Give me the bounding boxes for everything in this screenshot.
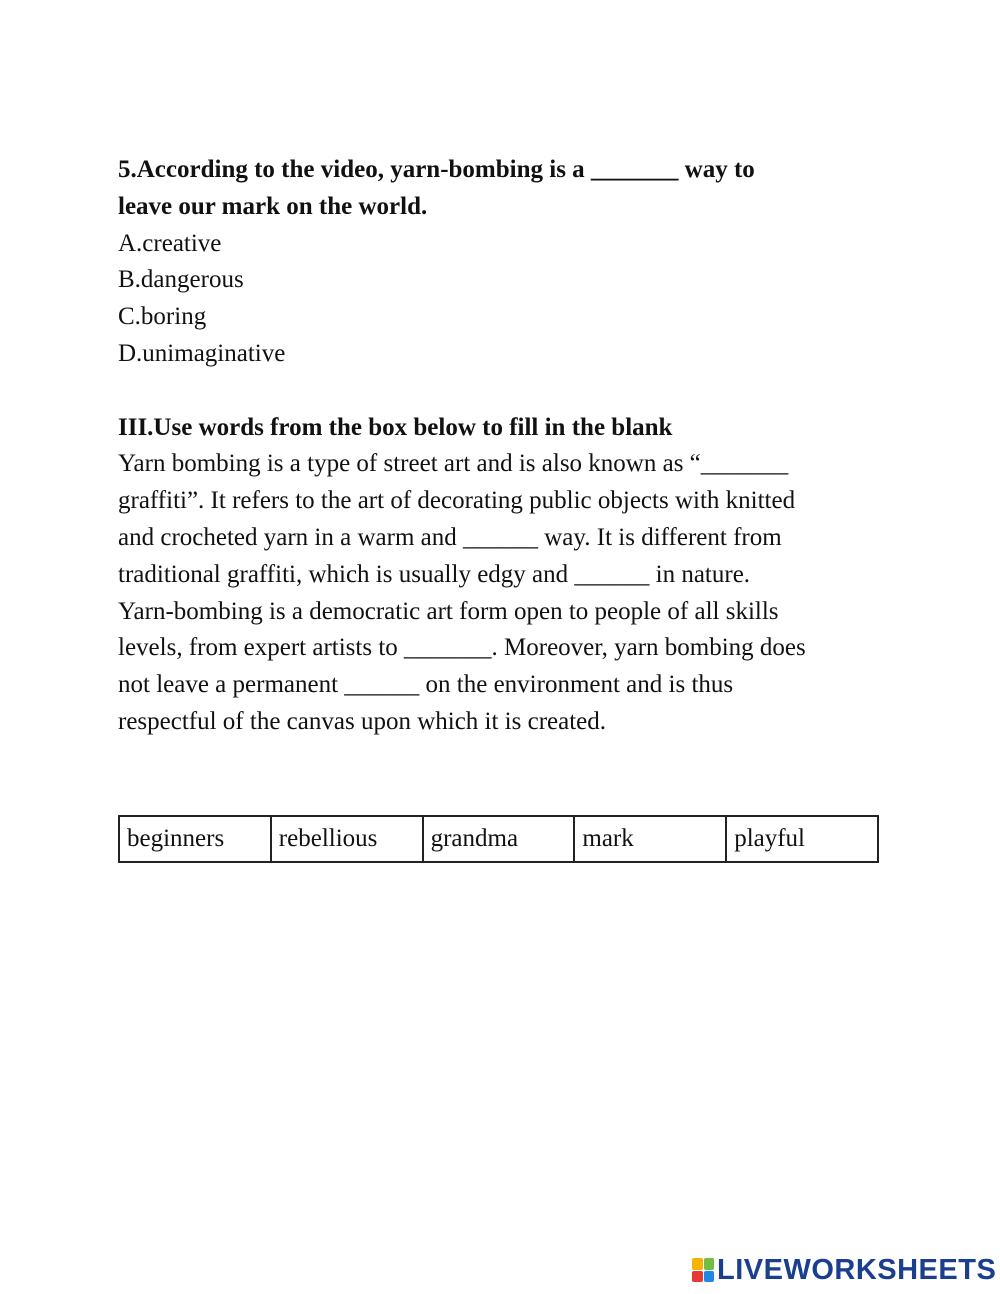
logo-block: [704, 1271, 715, 1283]
word-box-cell: mark: [574, 816, 726, 862]
word-box-row: [119, 816, 878, 862]
worksheet-content: [118, 152, 898, 741]
logo-blocks-icon: [692, 1258, 714, 1282]
passage-line: not leave a permanent ______ on the environment and is thus: [118, 671, 734, 699]
passage-line: and crocheted yarn in a warm and ______ way. It is different from: [118, 523, 782, 551]
liveworksheets-logo: [692, 1256, 996, 1284]
section-3-heading: III.Use words from the box below to fill in the blank: [118, 413, 673, 441]
word-box-cell: playful: [726, 816, 878, 862]
logo-text: LIVEWORKSHEETS: [717, 1254, 997, 1286]
passage-line: respectful of the canvas upon which it is created.: [118, 707, 607, 735]
option-b: B.dangerous: [118, 266, 244, 294]
option-c: C.boring: [118, 303, 207, 331]
word-box-cell: rebellious: [271, 816, 423, 862]
passage-line: graffiti”. It refers to the art of decorating public objects with knitted: [118, 487, 796, 515]
option-d: D.unimaginative: [118, 339, 286, 367]
passage-line: Yarn bombing is a type of street art and is also known as “_______: [118, 450, 789, 478]
question-5-line-1: 5.According to the video, yarn-bombing is a _______ way to: [118, 156, 755, 183]
spacer: [118, 373, 898, 410]
passage-line: traditional graffiti, which is usually edgy and ______ in nature.: [118, 560, 751, 588]
word-box-table: [118, 815, 879, 863]
word-box-cell: grandma: [423, 816, 575, 862]
passage-line: levels, from expert artists to _______. Moreover, yarn bombing does: [118, 634, 806, 662]
option-a: A.creative: [118, 229, 222, 257]
logo-block: [704, 1258, 715, 1270]
word-box-cell: beginners: [119, 816, 271, 862]
passage-line: Yarn-bombing is a democratic art form open to people of all skills: [118, 597, 779, 625]
logo-block: [692, 1258, 703, 1270]
logo-block: [692, 1271, 703, 1283]
question-5-line-2: leave our mark on the world.: [118, 192, 428, 220]
